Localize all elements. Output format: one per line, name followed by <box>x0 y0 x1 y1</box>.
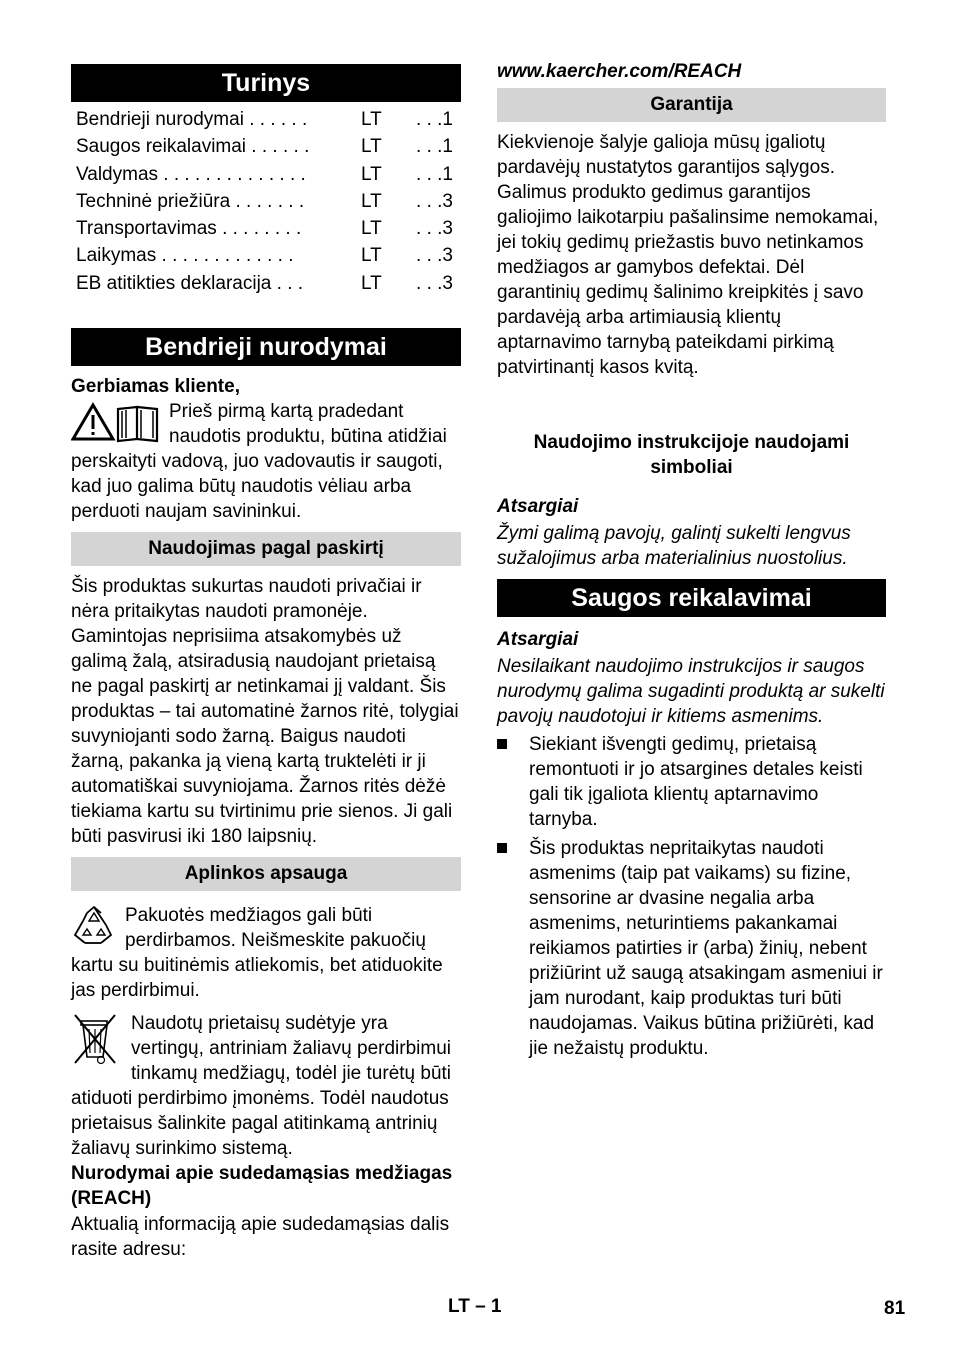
toc-entry-page: . . .1 <box>416 136 453 158</box>
toc-entry-lang: LT <box>361 136 382 158</box>
toc-entry-lang: LT <box>361 272 382 294</box>
list-item <box>497 836 886 1061</box>
bullet-square-icon <box>497 732 529 832</box>
reach-url[interactable]: www.kaercher.com/REACH <box>497 61 742 82</box>
bullet-text: Šis produktas nepritaikytas naudoti asmenims (taip pat vaikams) su fizine, sensorine ar dvasine negalia arba asmenims, neturintiems pakankamai reikiamos patirties ir (arba) žinių, nebent prižiūrint už saugą atsakingam asmeniui ir jam nurodant, kaip produktas turi būti naudojamas. Vaikus būtina prižiūrėti, kad jie nežaistų produktu. <box>529 838 883 1059</box>
footer-page-number: 81 <box>884 1298 906 1319</box>
toc-entry-title: Techninė priežiūra . . . . . . . <box>76 190 305 212</box>
toc-heading: Turinys <box>71 64 461 102</box>
toc-entry-lang: LT <box>361 109 382 130</box>
intended-use-text: Šis produktas sukurtas naudoti privačiai ir nėra pritaikytas naudoti pramonėje. Gamintojas neprisiima atsakomybės už galimą žalą, atsiradusią naudojant prietaisą ne pagal paskirtį ar netinkamai jį valdant. Šis produktas – tai automatinė žarnos ritė, tolygiai suvyniojanti sodo žarną. Baigus naudoti žarną, pakanka ją vieną kartą truktelėti ir ji automatiškai suvyniojama. Žarnos ritės dėžė tiekiama kartu su tvirtinimu prie sienos. Ji gali būti pasvirusi iki 180 laipsnių. <box>71 576 459 848</box>
greeting: Gerbiamas kliente, <box>71 376 240 398</box>
general-heading: Bendrieji nurodymai <box>71 328 461 366</box>
recycling-icon <box>71 905 117 952</box>
warranty-heading: Garantija <box>497 88 886 122</box>
intro-block <box>71 399 461 524</box>
caution-label: Atsargiai <box>497 496 579 517</box>
toc-entry-page: . . .3 <box>416 272 453 294</box>
toc-entry-title: Laikymas . . . . . . . . . . . . . <box>76 245 294 267</box>
recycling-text: Pakuotės medžiagos gali būti perdirbamos. Neišmeskite pakuočių kartu su buitinėmis atliekomis, bet atiduokite jas perdirbimui. <box>71 905 443 1002</box>
toc-entry-lang: LT <box>361 190 382 212</box>
bullet-square-icon <box>497 836 529 1061</box>
safety-heading: Saugos reikalavimai <box>497 579 886 617</box>
toc-entry-title: Saugos reikalavimai . . . . . . <box>76 136 310 158</box>
symbols-heading: Naudojimo instrukcijoje naudojami simboliai <box>533 432 850 478</box>
toc-entry-title: EB atitikties deklaracija . . . <box>76 272 304 294</box>
footer-lang-page: LT – 1 <box>448 1296 502 1317</box>
toc-entry[interactable] <box>76 270 461 297</box>
weee-block <box>71 1011 461 1161</box>
right-column <box>497 60 886 1061</box>
toc-entry[interactable] <box>76 242 461 269</box>
toc-entry-page: . . .1 <box>416 163 453 185</box>
safety-caution-text: Nesilaikant naudojimo instrukcijos ir saugos nurodymų galima sugadinti produktą ar sukelti pavojų naudotojui ir kitiems asmenims. <box>497 656 885 727</box>
toc-entry-lang: LT <box>361 245 382 267</box>
reach-text: Aktualią informaciją apie sudedamąsias dalis rasite adresu: <box>71 1214 450 1261</box>
toc-entry[interactable] <box>76 133 461 160</box>
crossed-bin-icon <box>71 1013 123 1072</box>
intro-text: Prieš pirmą kartą pradedant naudotis produktu, būtina atidžiai perskaityti vadovą, juo vadovautis ir saugoti, kad juo galima būtų naudotis vėliau arba perduoti naujam savininkui. <box>71 401 447 523</box>
toc-entry-page: . . .3 <box>416 245 453 267</box>
table-of-contents <box>76 106 461 297</box>
safety-caution-label: Atsargiai <box>497 629 579 650</box>
recycling-block <box>71 903 461 1003</box>
reach-heading: Nurodymai apie sudedamąsias medžiagas (REACH) <box>71 1163 453 1210</box>
toc-entry[interactable] <box>76 106 461 133</box>
toc-entry[interactable] <box>76 188 461 215</box>
toc-entry-title: Bendrieji nurodymai . . . . . . <box>76 109 308 130</box>
toc-entry-page: . . .3 <box>416 190 453 212</box>
toc-entry-page: . . .3 <box>416 218 453 240</box>
list-item <box>497 732 886 832</box>
environment-heading: Aplinkos apsauga <box>71 857 461 891</box>
weee-text: Naudotų prietaisų sudėtyje yra vertingų, antriniam žaliavų perdirbimui tinkamų medžiagų, todėl jie turėtų būti atiduoti perdirbimo įmonėms. Todėl naudotus prietaisus šalinkite pagal atitinkamą antrinių žaliavų surinkimo sistemą. <box>71 1013 452 1160</box>
caution-text: Žymi galimą pavojų, galintį sukelti lengvus sužalojimus arba materialinius nuostolius. <box>497 523 851 569</box>
intended-use-heading: Naudojimas pagal paskirtį <box>71 532 461 566</box>
toc-entry-lang: LT <box>361 218 382 240</box>
left-column <box>71 60 461 1262</box>
toc-entry-title: Transportavimas . . . . . . . . <box>76 218 302 240</box>
toc-entry-title: Valdymas . . . . . . . . . . . . . . <box>76 163 306 185</box>
toc-entry-lang: LT <box>361 163 382 185</box>
toc-entry-page: . . .1 <box>416 109 453 130</box>
warning-manual-icon <box>71 401 161 448</box>
toc-entry[interactable] <box>76 161 461 188</box>
warranty-text: Kiekvienoje šalyje galioja mūsų įgaliotų pardavėjų nustatytos garantijos sąlygos. Galimus produkto gedimus garantijos galiojimo laikotarpiu pašalinsime nemokamai, jei tokių gedimų priežastis buvo netinkamos medžiagos ar gamybos defektai. Dėl garantinių gedimų šalinimo kreipkitės į savo pardavėją arba artimiausią klientų aptarnavimo tarnybą pateikdami pirkimą patvirtinantį kasos kvitą. <box>497 132 879 378</box>
bullet-text: Siekiant išvengti gedimų, prietaisą remontuoti ir jo atsargines detales keisti gali tik įgaliota klientų aptarnavimo tarnyba. <box>529 734 863 830</box>
toc-entry[interactable] <box>76 215 461 242</box>
